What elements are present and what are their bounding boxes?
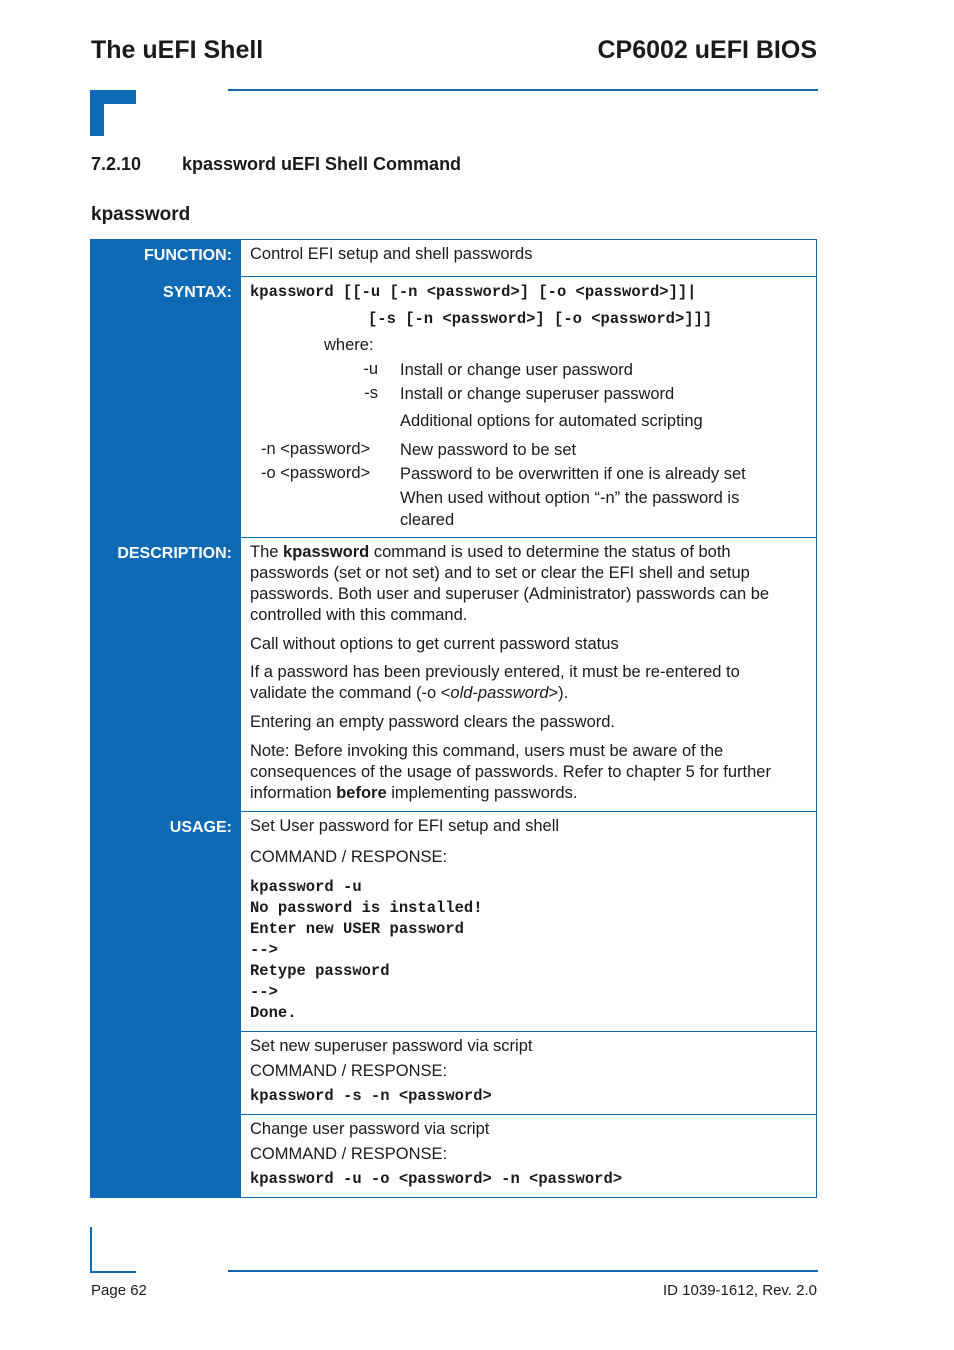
option-desc: Additional options for automated scripting	[400, 412, 703, 430]
description-p4: Entering an empty password clears the password.	[250, 713, 616, 731]
description-p1-line3: passwords. Both user and superuser (Administrator) passwords can be	[250, 585, 770, 603]
code-line: Enter new USER password	[250, 920, 464, 938]
syntax-line-2: [-s [-n <password>] [-o <password>]]]	[368, 310, 713, 328]
header-rule	[228, 89, 818, 91]
description-p5-line2: consequences of the usage of passwords. Refer to chapter 5 for further	[250, 763, 771, 781]
corner-mark-vertical	[90, 90, 104, 136]
command-table	[90, 239, 818, 1198]
command-title: kpassword	[91, 204, 191, 225]
usage-1-cmd-label: COMMAND / RESPONSE:	[250, 848, 448, 866]
function-text: Control EFI setup and shell passwords	[250, 245, 533, 263]
description-p1-line1: The kpassword command is used to determine the status of both	[250, 543, 731, 561]
syntax-line-1: kpassword [[-u [-n <password>] [-o <password>]]|	[250, 283, 697, 301]
usage-2-title: Set new superuser password via script	[250, 1037, 533, 1055]
description-p1-line4: controlled with this command.	[250, 606, 468, 624]
option-key: -o <password>	[261, 464, 371, 482]
syntax-where: where:	[324, 336, 374, 354]
description-p3-line1: If a password has been previously entered, it must be re-entered to	[250, 663, 740, 681]
code-line: Done.	[250, 1004, 297, 1022]
option-key: -u	[363, 360, 378, 378]
row-divider	[241, 1031, 817, 1032]
code-line: kpassword -s -n <password>	[250, 1087, 492, 1105]
header-left-title: The uEFI Shell	[91, 36, 264, 64]
row-divider	[241, 276, 817, 277]
code-line: Retype password	[250, 962, 390, 980]
usage-3-cmd-label: COMMAND / RESPONSE:	[250, 1145, 448, 1163]
label-description: DESCRIPTION:	[117, 545, 232, 562]
header-right-title: CP6002 uEFI BIOS	[597, 36, 817, 64]
code-line: -->	[250, 941, 278, 959]
code-line: kpassword -u	[250, 878, 362, 896]
label-function: FUNCTION:	[144, 247, 232, 264]
label-column	[90, 239, 241, 1198]
footer-rule	[228, 1270, 818, 1272]
usage-2-cmd-label: COMMAND / RESPONSE:	[250, 1062, 448, 1080]
code-line: -->	[250, 983, 278, 1001]
label-syntax: SYNTAX:	[162, 284, 232, 301]
footer-doc-id: ID 1039-1612, Rev. 2.0	[663, 1282, 817, 1299]
option-desc: When used without option “-n” the password is	[400, 489, 740, 507]
option-key: -s	[364, 384, 378, 402]
footer-page-number: Page 62	[91, 1282, 147, 1299]
option-desc: Install or change user password	[400, 361, 633, 379]
description-p3-line2: validate the command (-o <old-password>).	[250, 684, 569, 702]
label-usage: USAGE:	[169, 819, 232, 836]
row-divider	[241, 537, 817, 538]
usage-1-title: Set User password for EFI setup and shell	[250, 817, 560, 835]
code-line: No password is installed!	[250, 899, 483, 917]
option-desc: New password to be set	[400, 441, 577, 459]
section-number: 7.2.10	[91, 154, 142, 174]
code-line: kpassword -u -o <password> -n <password>	[250, 1170, 623, 1188]
option-desc: Password to be overwritten if one is already set	[400, 465, 746, 483]
footer-corner-vertical	[90, 1227, 92, 1273]
option-desc: Install or change superuser password	[400, 385, 675, 403]
footer-corner-horizontal	[90, 1271, 136, 1273]
description-p5-line3: information before implementing passwords.	[250, 784, 578, 802]
description-p5-line1: Note: Before invoking this command, users must be aware of the	[250, 742, 724, 760]
row-divider	[241, 811, 817, 812]
description-p2: Call without options to get current password status	[250, 635, 619, 653]
usage-3-title: Change user password via script	[250, 1120, 490, 1138]
section-title: kpassword uEFI Shell Command	[182, 154, 462, 174]
row-divider	[241, 1114, 817, 1115]
description-p1-line2: passwords (set or not set) and to set or clear the EFI shell and setup	[250, 564, 750, 582]
option-key: -n <password>	[261, 440, 371, 458]
option-desc: cleared	[400, 511, 455, 529]
